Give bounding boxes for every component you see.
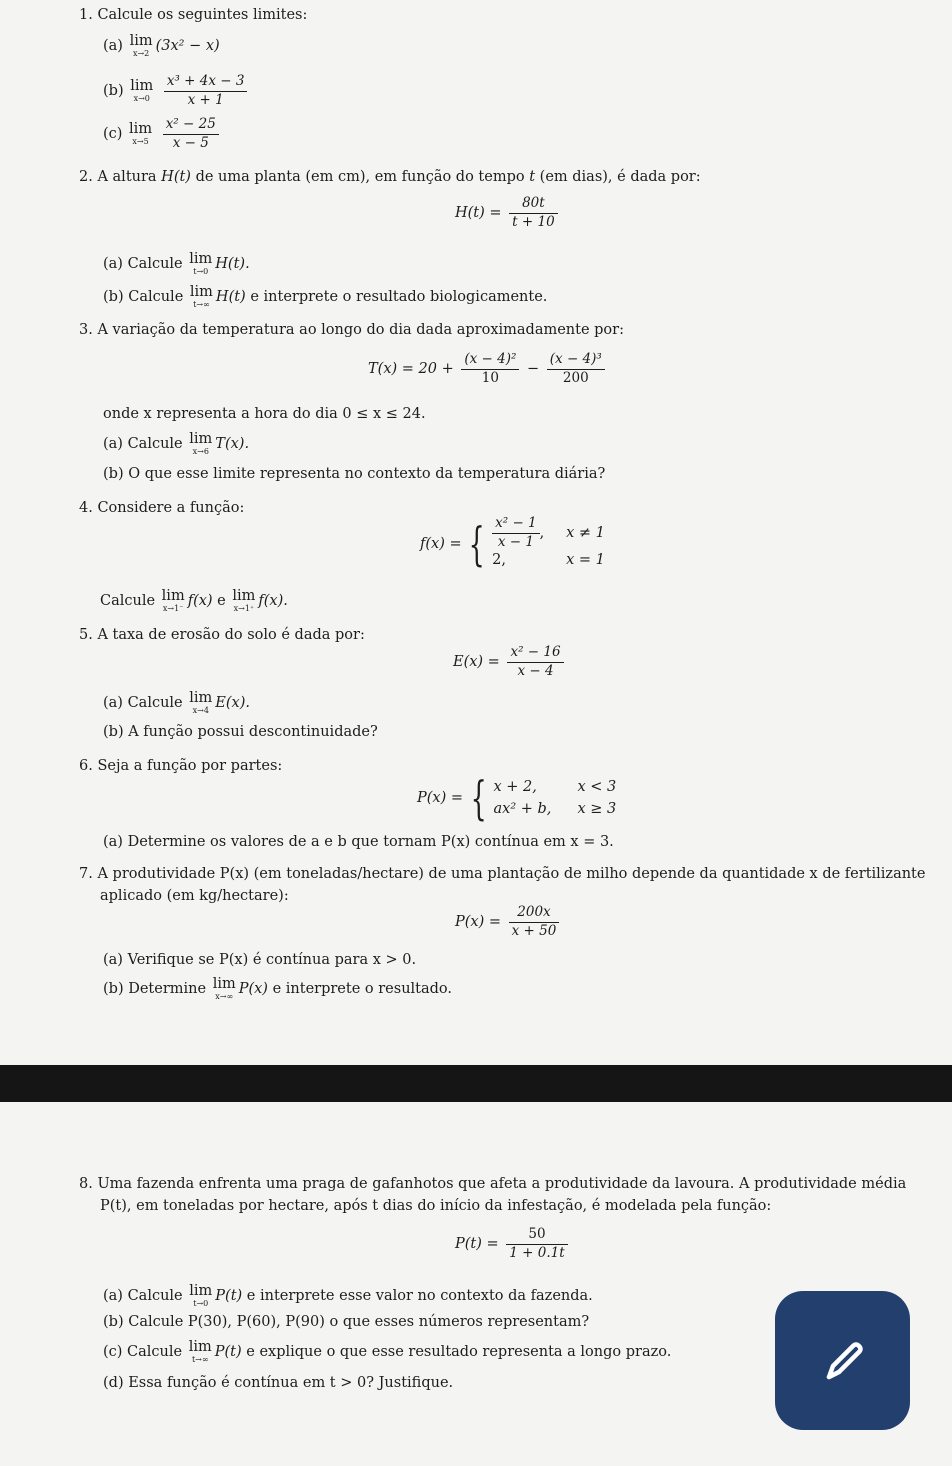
question-3-where: onde x representa a hora do dia 0 ≤ x ≤ 24.	[103, 406, 426, 422]
question-3-header: 3. A variação da temperatura ao longo do dia dada aproximadamente por:	[79, 322, 624, 338]
question-2a: (a) Calcule lim t→0 H(t).	[103, 251, 250, 276]
equation-P7: P(x) = $\frac{200x}{x + 50}$	[455, 905, 562, 939]
question-5-header: 5. A taxa de erosão do solo é dada por:	[79, 627, 365, 643]
equation-E: E(x) = $\frac{\text{x² − 16}}{x - 4}$	[453, 645, 567, 679]
question-8a: (a) Calcule lim t→0 P(t) e interprete esse valor no contexto da fazenda.	[103, 1283, 593, 1308]
question-3b: (b) O que esse limite representa no contexto da temperatura diária?	[103, 466, 606, 482]
equation-f: f(x) = { $\frac{\text{x² − 1}}{x - 1}$ , x ≠ 1 2, x = 1	[420, 514, 605, 571]
question-5a: (a) Calcule lim x→4 E(x).	[103, 690, 250, 715]
question-2b: (b) Calcule lim t→∞ H(t) e interprete o resultado biologicamente.	[103, 284, 548, 309]
question-8-header-cont: P(t), em toneladas por hectare, após t dias do início da infestação, é modelada pela função:	[100, 1198, 772, 1214]
question-7b: (b) Determine lim x→∞ P(x) e interprete o resultado.	[103, 976, 453, 1001]
equation-P8: P(t) = $\frac{50}{1 + 0.1t}$	[455, 1227, 571, 1261]
question-6-header: 6. Seja a função por partes:	[79, 758, 283, 774]
question-1b: (b) lim x→0 $\frac{\text{x³ + 4x − 3}}{x + 1}$	[103, 74, 250, 108]
question-4-calc: Calcule lim x→1⁻ f(x) e lim x→1⁺ f(x).	[100, 588, 288, 613]
equation-H: H(t) = $\frac{80t}{t + 10}$	[455, 196, 561, 230]
page-divider	[0, 1065, 952, 1102]
question-5b: (b) A função possui descontinuidade?	[103, 724, 378, 740]
question-7-header-cont: aplicado (em kg/hectare):	[100, 888, 289, 904]
question-1c: (c) lim x→5 $\frac{\text{x² − 25}}{x - 5}$	[103, 117, 222, 151]
equation-P6: P(x) = { x + 2, x < 3 ax² + b, x ≥ 3	[417, 771, 617, 825]
question-7a: (a) Verifique se P(x) é contínua para x > 0.	[103, 952, 417, 968]
question-8b: (b) Calcule P(30), P(60), P(90) o que esses números representam?	[103, 1314, 590, 1330]
pencil-icon	[815, 1333, 871, 1389]
question-1-header: 1. Calcule os seguintes limites:	[79, 7, 308, 23]
question-2-header: 2. A altura H(t) de uma planta (em cm), em função do tempo t (em dias), é dada por:	[79, 169, 701, 185]
question-8d: (d) Essa função é contínua em t > 0? Justifique.	[103, 1375, 454, 1391]
question-8c: (c) Calcule lim t→∞ P(t) e explique o que esse resultado representa a longo prazo.	[103, 1339, 672, 1364]
edit-button[interactable]	[775, 1291, 910, 1430]
question-7-header: 7. A produtividade P(x) (em toneladas/hectare) de uma plantação de milho depende da quantidade x de fertilizante	[79, 866, 926, 882]
question-8-header: 8. Uma fazenda enfrenta uma praga de gafanhotos que afeta a produtividade da lavoura. A produtividade média	[79, 1176, 907, 1192]
question-6a: (a) Determine os valores de a e b que tornam P(x) contínua em x = 3.	[103, 834, 614, 850]
equation-T: T(x) = 20 + $\frac{\text{(x − 4)²}}{10}$ − $\frac{\text{(x − 4)³}}{200}$	[368, 352, 608, 386]
question-1a: (a) lim x→2 (3x² − x)	[103, 33, 220, 58]
question-4-header: 4. Considere a função:	[79, 500, 245, 516]
question-3a: (a) Calcule lim x→6 T(x).	[103, 431, 250, 456]
